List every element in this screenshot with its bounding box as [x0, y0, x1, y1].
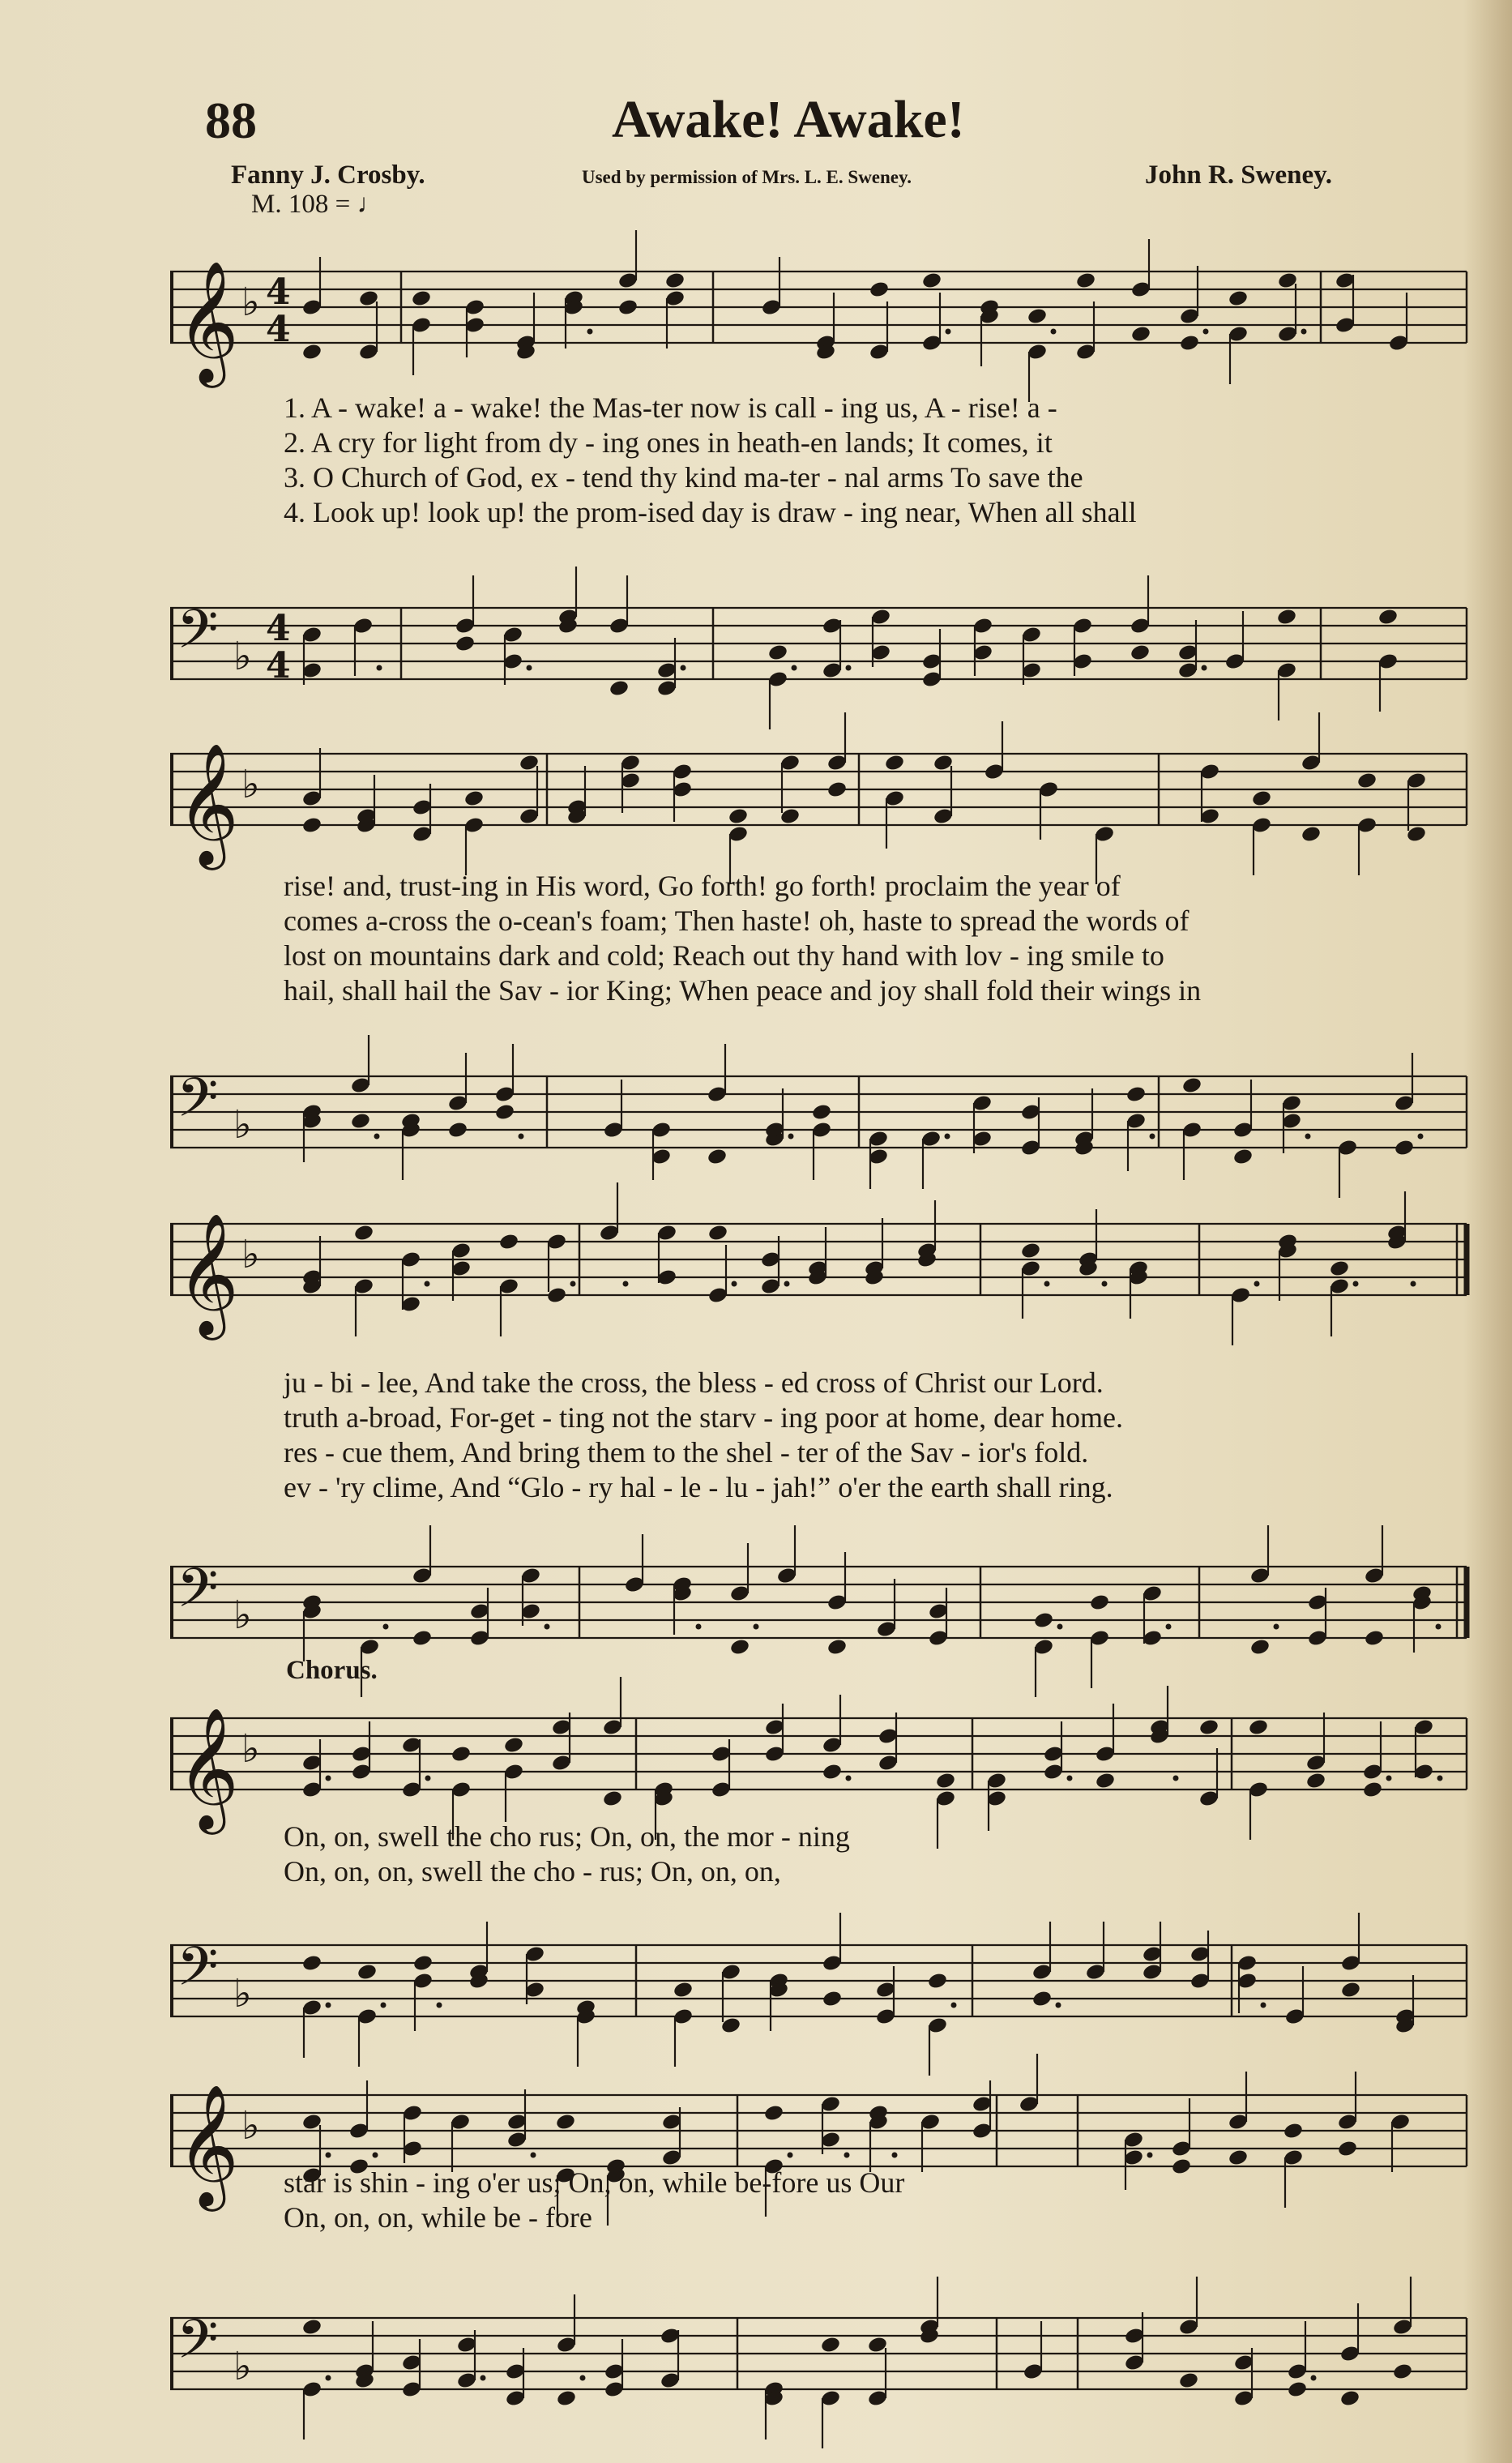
treble-staff: [170, 1682, 1475, 1829]
lyric-line: res - cue them, And bring them to the shel - ter of the Sav - ior's fold.: [284, 1436, 1089, 1469]
author-credit: Fanny J. Crosby.: [231, 160, 425, 190]
bass-staff: [170, 571, 1475, 693]
svg-text:♭: ♭: [241, 1232, 260, 1277]
lyrics-block: [284, 1366, 1123, 1505]
svg-text:4: 4: [266, 272, 291, 313]
lyric-line: 2. A cry for light from dy - ing ones in heath-en lands; It comes, it: [284, 426, 1053, 459]
lyric-line: comes a-cross the o-cean's foam; Then haste! oh, haste to spread the words of: [284, 904, 1190, 937]
lyrics-block: [284, 1819, 850, 1889]
lyric-line: On, on, swell the cho rus; On, on, the mor - ning: [284, 1820, 850, 1853]
svg-text:♭: ♭: [241, 762, 260, 807]
lyric-line: lost on mountains dark and cold; Reach out thy hand with lov - ing smile to: [284, 939, 1164, 972]
svg-text:𝄢: 𝄢: [177, 1935, 219, 2011]
svg-text:♭: ♭: [233, 1102, 252, 1148]
lyric-line: On, on, on, swell the cho - rus; On, on, on,: [284, 1855, 781, 1888]
permission-note: Used by permission of Mrs. L. E. Sweney.: [582, 167, 912, 187]
tempo-marking: M. 108 = ♩: [251, 190, 384, 219]
composer-credit: John R. Sweney.: [1145, 160, 1333, 190]
lyric-line: 4. Look up! look up! the prom-ised day is draw - ing near, When all shall: [284, 496, 1137, 528]
svg-text:♭: ♭: [241, 280, 260, 325]
treble-staff: [170, 1187, 1475, 1335]
svg-text:𝄞: 𝄞: [177, 259, 239, 383]
svg-text:𝄢: 𝄢: [177, 2308, 219, 2384]
svg-text:𝄞: 𝄞: [177, 1706, 239, 1829]
bass-staff: [170, 1040, 1475, 1161]
lyric-line: ev - 'ry clime, And “Glo - ry hal - le - lu - jah!” o'er the earth shall ring.: [284, 1471, 1113, 1503]
svg-text:♭: ♭: [241, 1726, 260, 1772]
svg-text:♭: ♭: [233, 634, 252, 679]
svg-text:4: 4: [266, 309, 291, 350]
svg-text:𝄢: 𝄢: [177, 1557, 219, 1632]
lyric-line: 3. O Church of God, ex - tend thy kind ma-ter - nal arms To save the: [284, 461, 1083, 494]
lyric-line: star is shin - ing o'er us; On, on, while be-fore us Our: [284, 2166, 905, 2199]
bass-staff: [170, 2281, 1475, 2403]
lyric-line: On, on, on, while be - fore: [284, 2201, 592, 2234]
svg-text:𝄞: 𝄞: [177, 742, 239, 865]
svg-text:♭: ♭: [233, 2344, 252, 2389]
svg-text:♭: ♭: [241, 2103, 260, 2149]
treble-staff: [170, 235, 1475, 383]
treble-staff: [170, 717, 1475, 865]
lyrics-block: [284, 2166, 904, 2235]
svg-text:𝄢: 𝄢: [177, 598, 219, 673]
svg-text:𝄞: 𝄞: [177, 2083, 239, 2206]
lyric-line: rise! and, trust-ing in His word, Go forth! go forth! proclaim the year of: [284, 870, 1121, 902]
lyric-line: 1. A - wake! a - wake! the Mas-ter now is call - ing us, A - rise! a -: [284, 391, 1057, 424]
lyric-line: ju - bi - lee, And take the cross, the bless - ed cross of Christ our Lord.: [284, 1366, 1104, 1399]
svg-text:♭: ♭: [233, 1971, 252, 2016]
svg-text:𝄢: 𝄢: [177, 1067, 219, 1142]
lyric-line: hail, shall hail the Sav - ior King; When peace and joy shall fold their wings in: [284, 974, 1202, 1007]
svg-text:♭: ♭: [233, 1593, 252, 1638]
bass-staff: [170, 1530, 1475, 1652]
page-number: 88: [205, 92, 257, 149]
lyric-line: truth a-broad, For-get - ting not the starv - ing poor at home, dear home.: [284, 1401, 1124, 1434]
svg-text:𝄞: 𝄞: [177, 1212, 239, 1335]
lyrics-block: [284, 391, 1137, 530]
bass-staff: [170, 1909, 1475, 2030]
svg-text:4: 4: [266, 645, 291, 686]
lyrics-block: [284, 869, 1201, 1008]
svg-text:4: 4: [266, 608, 291, 649]
hymn-title: Awake! Awake!: [612, 90, 965, 149]
chorus-label: Chorus.: [286, 1656, 378, 1685]
